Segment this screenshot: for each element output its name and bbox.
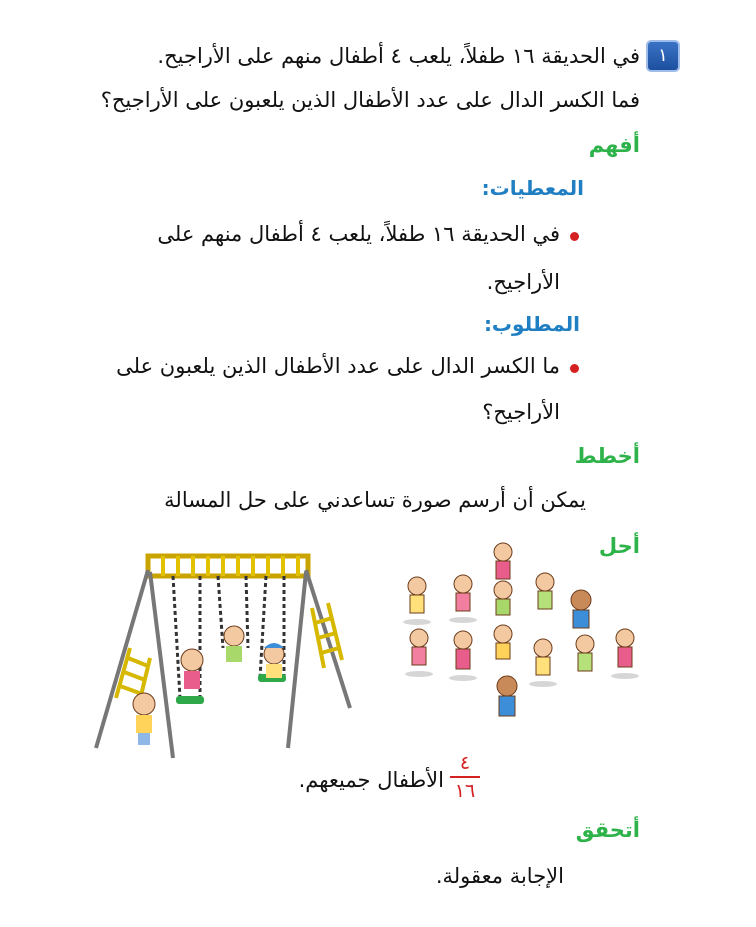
plan-text: يمكن أن أرسم صورة تساعدني على حل المسالة [164, 488, 586, 512]
swing-set-illustration [88, 548, 358, 768]
required-text-line2: الأراجيح؟ [482, 400, 560, 424]
answer-text: الأطفال جميعهم. [298, 768, 444, 792]
children-group-illustration [395, 538, 650, 728]
problem-number-badge: ١ [648, 42, 678, 70]
verify-heading: أتحقق [575, 818, 640, 842]
understand-heading: أفهم [588, 133, 640, 157]
fraction-bar [450, 776, 480, 778]
required-label: المطلوب: [483, 312, 580, 336]
given-text-line2: الأراجيح. [486, 270, 560, 294]
fraction-denominator: ١٦ [454, 780, 476, 802]
problem-text-line2: فما الكسر الدال على عدد الأطفال الذين يلعبون على الأراجيح؟ [100, 88, 640, 112]
verify-text: الإجابة معقولة. [435, 864, 564, 888]
problem-text-line1: في الحديقة ١٦ طفلاً، يلعب ٤ أطفال منهم على الأراجيح. [157, 44, 640, 68]
bullet-icon [570, 364, 579, 373]
plan-heading: أخطط [574, 444, 640, 468]
given-label: المعطيات: [481, 176, 584, 200]
required-text-line1: ما الكسر الدال على عدد الأطفال الذين يلعبون على [116, 354, 560, 378]
solve-heading: أحل [598, 534, 640, 558]
bullet-icon [570, 232, 579, 241]
given-text-line1: في الحديقة ١٦ طفلاً، يلعب ٤ أطفال منهم على [157, 222, 560, 246]
fraction-numerator: ٤ [459, 752, 471, 774]
fraction [450, 752, 480, 802]
